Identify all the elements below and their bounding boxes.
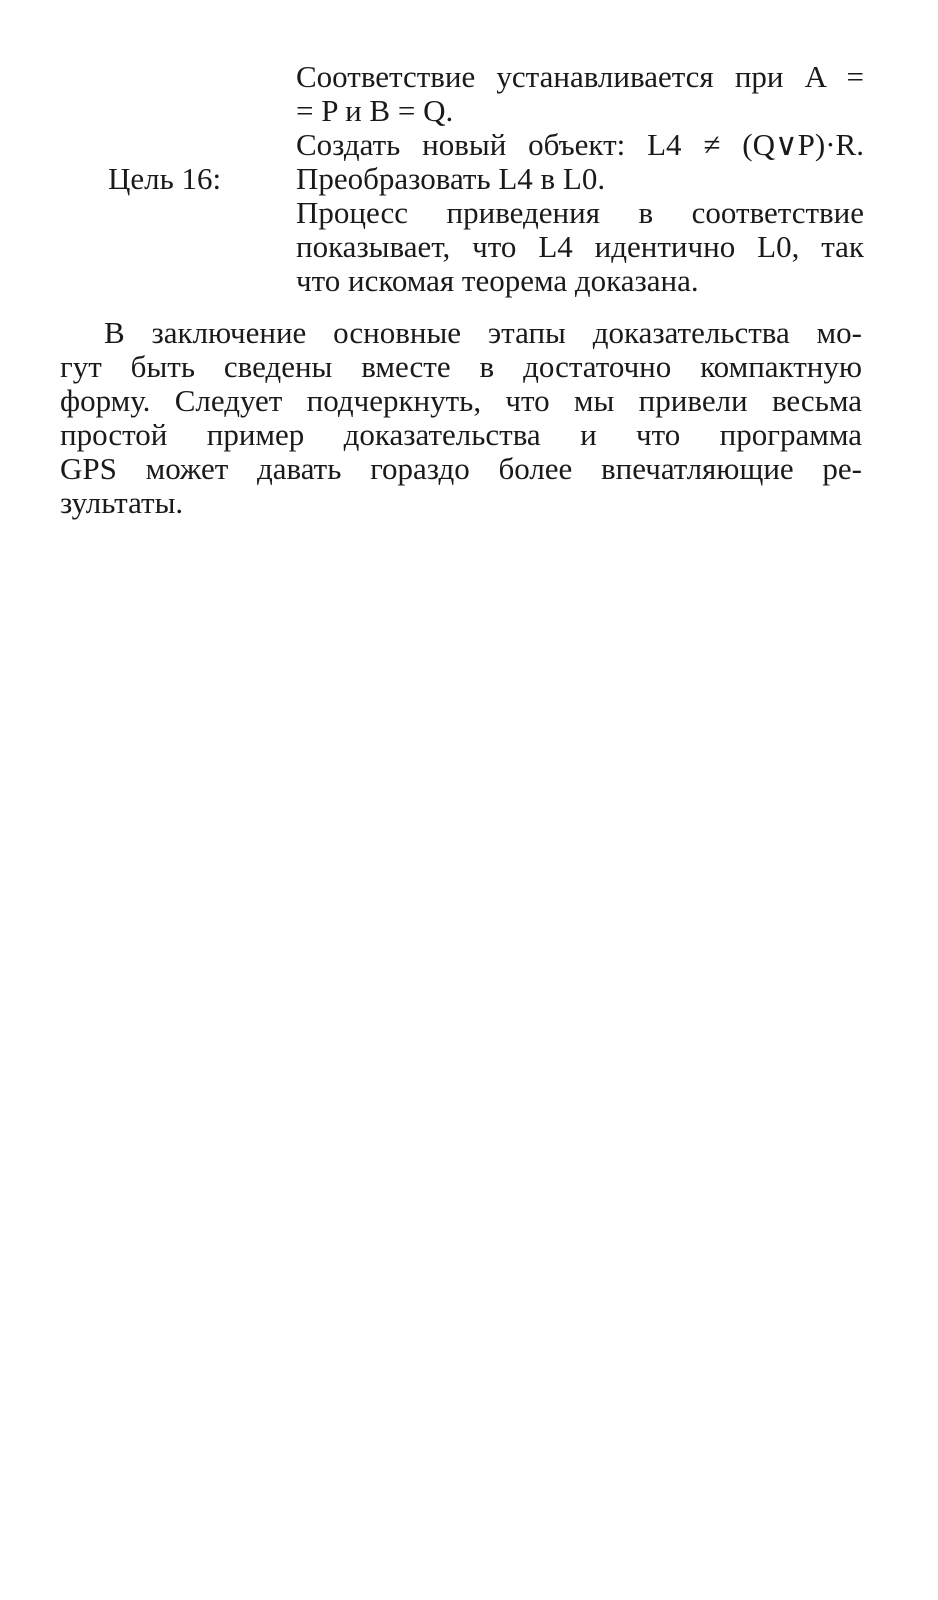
paragraph-line: простой пример доказательства и что программа	[60, 417, 862, 452]
goal-text-line: Процесс приведения в соответствие	[296, 195, 864, 230]
conclusion-paragraph	[60, 316, 862, 520]
goal-label: Цель 16:	[108, 161, 222, 196]
paragraph-line: зультаты.	[60, 485, 184, 520]
goal-text-line: показывает, что L4 идентично L0, так	[296, 229, 864, 264]
goal-row-16	[108, 162, 898, 298]
goal-text-line: что искомая теорема доказана.	[296, 263, 699, 298]
paragraph-line: GPS может давать гораздо более впечатляющие ре-	[60, 451, 862, 486]
goal-row-1	[108, 60, 898, 162]
goal-section	[108, 60, 898, 298]
goal-text-line: = P и B = Q.	[296, 93, 454, 128]
goal-text-line: Создать новый объект: L4 ≠ (Q∨P)·R.	[296, 127, 864, 162]
goal-text-line: Преобразовать L4 в L0.	[296, 161, 606, 196]
paragraph-line: гут быть сведены вместе в достаточно компактную	[60, 349, 862, 384]
goal-text-line: Соответствие устанавливается при A =	[296, 59, 864, 94]
paragraph-line: форму. Следует подчеркнуть, что мы привели весьма	[60, 383, 862, 418]
paragraph-line: В заключение основные этапы доказательства мо-	[104, 315, 862, 350]
